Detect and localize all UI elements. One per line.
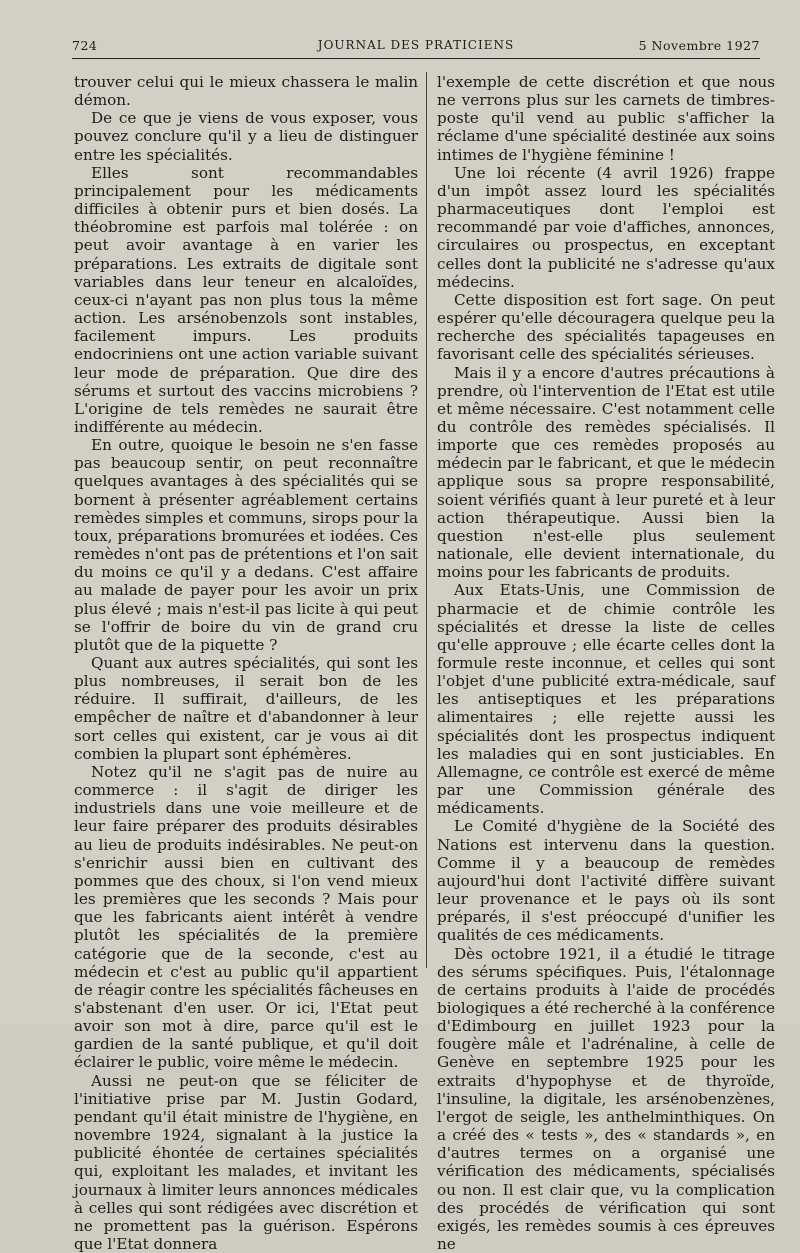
paragraph: Quant aux autres spécialités, qui sont les plus nombreuses, il serait bon de les réduire. Il suffirait, d'ailleurs, de les empêcher de naître et d'abandonner à leur sort celles qui existent, car je vous ai dit combien la plupart sont éphémères. xyxy=(74,654,418,763)
paragraph: l'exemple de cette discrétion et que nous ne verrons plus sur les carnets de timbres-poste qu'il vend au public s'afficher la réclame d'une spécialité destinée aux soins intimes de l'hygiène féminine ! xyxy=(437,73,775,164)
right-column xyxy=(437,73,775,1253)
page-number: 724 xyxy=(72,38,97,53)
paragraph: En outre, quoique le besoin ne s'en fasse pas beaucoup sentir, on peut reconnaître quelques avantages à des spécialités qui se bornent à présenter agréablement certains remèdes simples et communs, sirops pour la toux, préparations bromurées et iodées. Ces remèdes n'ont pas de prétentions et l'on sait du moins ce qu'il y a dedans. C'est affaire au malade de payer pour les avoir un prix plus élevé ; mais n'est-il pas licite à qui peut se l'offrir de boire du vin de grand cru plutôt que de la piquette ? xyxy=(74,436,418,654)
journal-title: JOURNAL DES PRATICIENS xyxy=(72,38,760,52)
paragraph: Aussi ne peut-on que se féliciter de l'initiative prise par M. Justin Godard, pendant qu'il était ministre de l'hygiène, en novembre 1924, signalant à la justice la publicité éhontée de certaines spécialités qui, exploitant les malades, et invitant les journaux à limiter leurs annonces médicales à celles qui sont rédigées avec discrétion et ne promettent pas la guérison. Espérons que l'Etat donnera xyxy=(74,1072,418,1253)
issue-date: 5 Novembre 1927 xyxy=(639,38,760,53)
left-column xyxy=(74,73,418,1253)
paragraph: Notez qu'il ne s'agit pas de nuire au commerce : il s'agit de diriger les industriels dans une voie meilleure et de leur faire préparer des produits désirables au lieu de produits indésirables. Ne peut-on s'enrichir aussi bien en cultivant des pommes que des choux, si l'on vend mieux les premières que les seconds ? Mais pour que les fabricants aient intérêt à vendre plutôt les spécialités de la première catégorie que de la seconde, c'est au médecin et c'est au public qu'il appartient de réagir contre les spécialités fâcheuses en s'abstenant d'en user. Or ici, l'Etat peut avoir son mot à dire, parce qu'il est le gardien de la santé publique, et qu'il doit éclairer le public, voire même le médecin. xyxy=(74,763,418,1072)
paragraph: Elles sont recommandables principalement pour les médicaments difficiles à obtenir purs et bien dosés. La théobromine est parfois mal tolérée : on peut avoir avantage à en varier les préparations. Les extraits de digitale sont variables dans leur teneur en alcaloïdes, ceux-ci n'ayant pas non plus tous la même action. Les arsénobenzols sont instables, facilement impurs. Les produits endocriniens ont une action variable suivant leur mode de préparation. Que dire des sérums et surtout des vaccins microbiens ? L'origine de tels remèdes ne saurait être indifférente au médecin. xyxy=(74,164,418,436)
paragraph: trouver celui qui le mieux chassera le malin démon. xyxy=(74,73,418,109)
paragraph: Une loi récente (4 avril 1926) frappe d'un impôt assez lourd les spécialités pharmaceutiques dont l'emploi est recommandé par voie d'affiches, annonces, circulaires ou prospectus, en exceptant celles dont la publicité ne s'adresse qu'aux médecins. xyxy=(437,164,775,291)
paragraph: Cette disposition est fort sage. On peut espérer qu'elle découragera quelque peu la recherche des spécialités tapageuses en favorisant celle des spécialités sérieuses. xyxy=(437,291,775,364)
paragraph: De ce que je viens de vous exposer, vous pouvez conclure qu'il y a lieu de distinguer entre les spécialités. xyxy=(74,109,418,163)
paragraph: Le Comité d'hygiène de la Société des Nations est intervenu dans la question. Comme il y a beaucoup de remèdes aujourd'hui dont l'activité diffère suivant leur provenance et le pays où ils sont préparés, il s'est préoccupé d'unifier les qualités de ces médicaments. xyxy=(437,817,775,944)
paragraph: Dès octobre 1921, il a étudié le titrage des sérums spécifiques. Puis, l'étalonnage de certains produits à l'aide de procédés biologiques a été recherché à la conférence d'Edimbourg en juillet 1923 pour la fougère mâle et l'adrénaline, à celle de Genève en septembre 1925 pour les extraits d'hypophyse et de thyroïde, l'insuline, la digitale, les arsénobenzènes, l'ergot de seigle, les anthelminthiques. On a créé des « tests », des « standards », en d'autres termes on a organisé une vérification des médicaments, spécialisés ou non. Il est clair que, vu la complication des procédés de vérification qui sont exigés, les remèdes soumis à ces épreuves ne xyxy=(437,945,775,1253)
paragraph: Mais il y a encore d'autres précautions à prendre, où l'intervention de l'Etat est utile et même nécessaire. C'est notamment celle du contrôle des remèdes spécialisés. Il importe que ces remèdes proposés au médecin par le fabricant, et que le médecin applique sous sa propre responsabilité, soient vérifiés quant à leur pureté et à leur action thérapeutique. Aussi bien la question n'est-elle plus seulement nationale, elle devient internationale, du moins pour les fabricants de produits. xyxy=(437,364,775,582)
running-header xyxy=(72,36,760,58)
header-rule xyxy=(72,58,760,59)
column-divider xyxy=(426,72,427,968)
paragraph: Aux Etats-Unis, une Commission de pharmacie et de chimie contrôle les spécialités et dresse la liste de celles qu'elle approuve ; elle écarte celles dont la formule reste inconnue, et celles qui sont l'objet d'une publicité extra-médicale, sauf les antiseptiques et les préparations alimentaires ; elle rejette aussi les spécialités dont les prospectus indiquent les maladies qui en sont justiciables. En Allemagne, ce contrôle est exercé de même par une Commission générale des médicaments. xyxy=(437,581,775,817)
